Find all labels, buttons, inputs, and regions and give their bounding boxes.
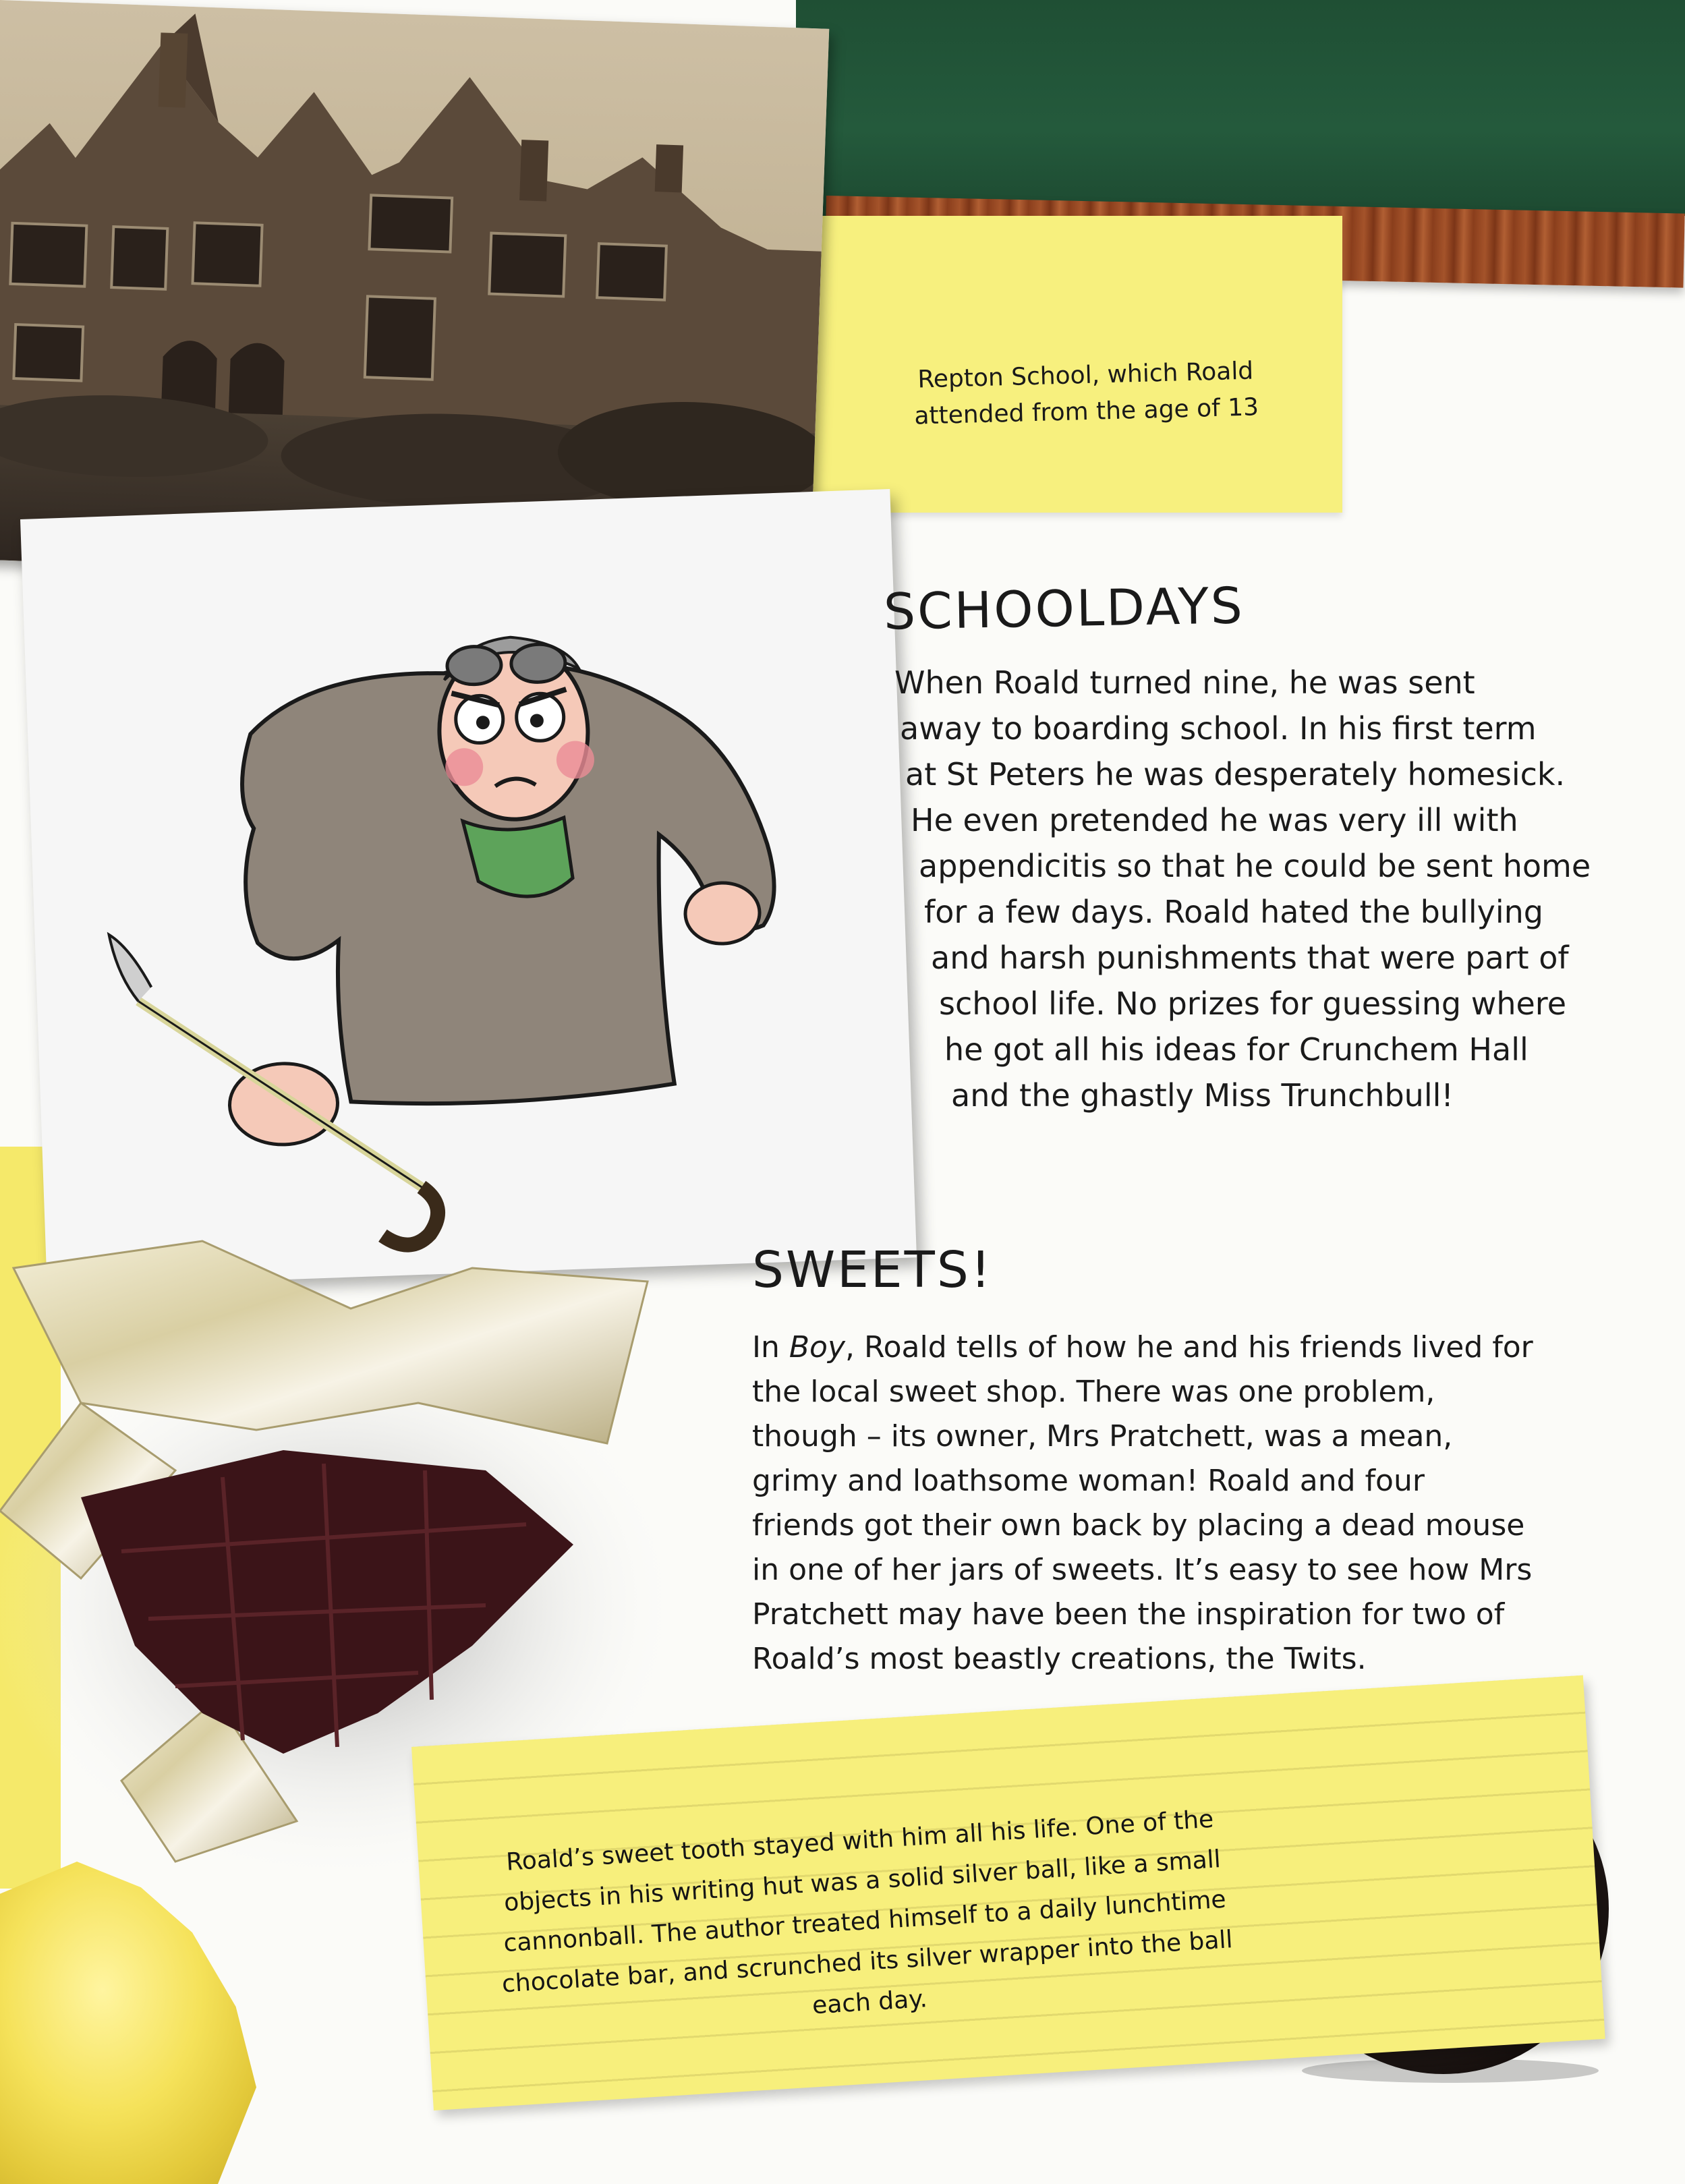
schooldays-line: and harsh punishments that were part of xyxy=(931,940,1569,976)
sweets-body-text: , Roald tells of how he and his friends lived for the local sweet shop. There was one problem, though – its owner, Mrs Pratchett, was a mean, grimy and loathsome woman! Roald and four friends got their own back by placing a dead mouse in one of her jars of sweets. It’s easy to see how Mrs Pratchett may have been the inspiration for two of Roald’s most beastly creations, the Twits. xyxy=(752,1330,1533,1676)
illustration-card xyxy=(20,489,917,1288)
schooldays-heading: SCHOOLDAYS xyxy=(883,577,1245,641)
crumpled-paper xyxy=(0,1862,256,2184)
schooldays-line: he got all his ideas for Crunchem Hall xyxy=(944,1031,1529,1068)
chalkboard xyxy=(796,0,1685,216)
headmaster-illustration xyxy=(20,489,917,1288)
sweets-paragraph xyxy=(752,1325,1535,1682)
schooldays-line: away to boarding school. In his first term xyxy=(900,710,1537,747)
sweets-body xyxy=(752,1325,1535,1682)
schooldays-line: He even pretended he was very ill with xyxy=(911,802,1518,838)
silver-ball-note xyxy=(411,1675,1605,2110)
photo-caption: Repton School, which Roald attended from the age of 13 xyxy=(913,357,1259,430)
schooldays-line: at St Peters he was desperately homesick. xyxy=(905,756,1566,793)
schooldays-line: and the ghastly Miss Trunchbull! xyxy=(951,1077,1454,1114)
silver-ball-note-text: Roald’s sweet tooth stayed with him all his life. One of the objects in his writing hut was a solid silver ball, like a small cannonball. The author treated himself to a daily lunchtime chocolate bar, and scrunched its silver wrapper into the ball each day. xyxy=(501,1805,1234,2020)
book-title: Boy xyxy=(789,1330,846,1364)
schooldays-line: When Roald turned nine, he was sent xyxy=(894,664,1475,701)
schooldays-line: for a few days. Roald hated the bullying xyxy=(924,894,1543,930)
schooldays-line: school life. No prizes for guessing where xyxy=(939,985,1566,1022)
sweets-body-prefix: In xyxy=(752,1330,789,1364)
sweets-heading: SWEETS! xyxy=(752,1241,993,1299)
schooldays-line: appendicitis so that he could be sent home xyxy=(919,848,1591,884)
